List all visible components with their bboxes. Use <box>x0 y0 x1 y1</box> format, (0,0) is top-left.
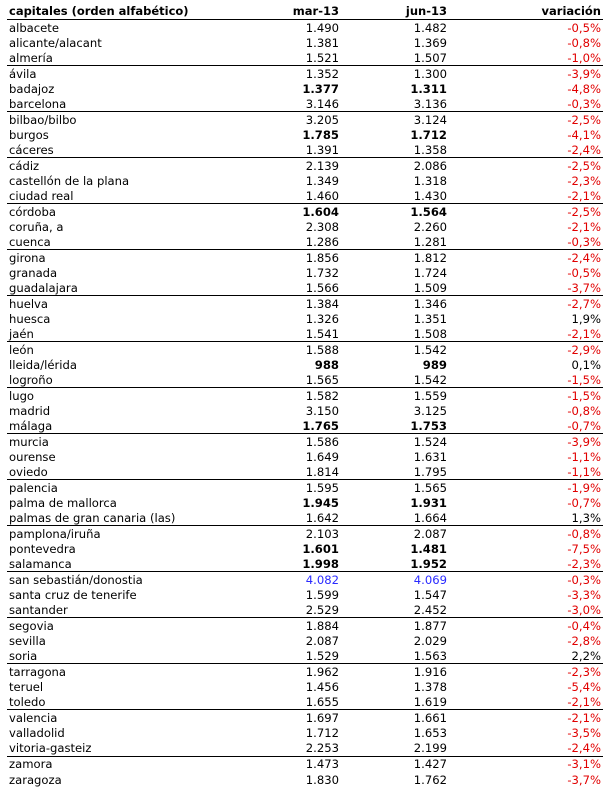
value-mar-13: 4.082 <box>305 573 339 588</box>
value-jun-13: 1.559 <box>413 388 447 403</box>
value-variacion: -2,4% <box>567 142 601 157</box>
value-jun-13: 1.369 <box>413 36 447 51</box>
table-row <box>7 649 603 664</box>
table-row <box>7 204 603 219</box>
city-name: pontevedra <box>9 542 76 557</box>
value-variacion: -2,9% <box>567 342 601 357</box>
value-mar-13: 1.565 <box>305 373 339 388</box>
value-mar-13: 2.087 <box>305 634 339 649</box>
table-header <box>7 2 603 20</box>
table-row <box>7 219 603 234</box>
value-variacion: -2,7% <box>567 296 601 311</box>
value-jun-13: 1.300 <box>413 66 447 81</box>
table-row <box>7 496 603 511</box>
table-row <box>7 710 603 725</box>
value-jun-13: 1.565 <box>413 480 447 495</box>
value-jun-13: 1.563 <box>413 649 447 664</box>
value-mar-13: 1.529 <box>305 649 339 664</box>
city-name: málaga <box>9 419 53 434</box>
value-jun-13: 1.812 <box>413 250 447 265</box>
table-row <box>7 342 603 357</box>
value-jun-13: 1.753 <box>410 419 447 434</box>
value-mar-13: 1.460 <box>305 188 339 203</box>
table-row <box>7 189 603 204</box>
value-mar-13: 1.945 <box>302 496 339 511</box>
header-jun-13: jun-13 <box>405 3 447 18</box>
value-variacion: -2,5% <box>567 204 601 219</box>
city-name: granada <box>9 266 58 281</box>
city-name: ciudad real <box>9 188 74 203</box>
city-name: cuenca <box>9 234 51 249</box>
table-row <box>7 143 603 158</box>
table-row <box>7 542 603 557</box>
city-name: teruel <box>9 680 44 695</box>
table-row <box>7 388 603 403</box>
value-variacion: 0,1% <box>571 358 601 373</box>
value-variacion: -0,3% <box>567 234 601 249</box>
value-variacion: -1,0% <box>567 50 601 65</box>
value-jun-13: 1.653 <box>413 726 447 741</box>
value-mar-13: 1.601 <box>302 542 339 557</box>
value-variacion: -1,9% <box>567 480 601 495</box>
value-mar-13: 1.352 <box>305 66 339 81</box>
value-mar-13: 2.529 <box>305 603 339 618</box>
city-name: santander <box>9 603 68 618</box>
value-variacion: 2,2% <box>571 649 601 664</box>
city-name: sevilla <box>9 634 46 649</box>
table-row <box>7 526 603 541</box>
table-row <box>7 20 603 35</box>
city-name: segovia <box>9 619 54 634</box>
value-jun-13: 1.631 <box>413 450 447 465</box>
table-row <box>7 158 603 173</box>
value-jun-13: 989 <box>422 358 447 373</box>
value-jun-13: 1.877 <box>413 619 447 634</box>
city-name: lugo <box>9 388 35 403</box>
value-mar-13: 1.521 <box>305 50 339 65</box>
city-name: murcia <box>9 434 49 449</box>
value-jun-13: 1.508 <box>413 327 447 342</box>
value-mar-13: 1.377 <box>302 82 339 97</box>
price-table <box>7 2 603 787</box>
value-variacion: -1,5% <box>567 373 601 388</box>
city-name: zamora <box>9 757 53 772</box>
value-mar-13: 1.326 <box>305 312 339 327</box>
header-variacion: variación <box>541 3 601 18</box>
value-variacion: -3,1% <box>567 757 601 772</box>
city-name: pamplona/iruña <box>9 527 101 542</box>
value-variacion: -2,1% <box>567 220 601 235</box>
value-jun-13: 1.724 <box>413 266 447 281</box>
table-row <box>7 572 603 587</box>
city-name: lleida/lérida <box>9 358 77 373</box>
city-name: san sebastián/donostia <box>9 573 143 588</box>
value-mar-13: 1.697 <box>305 711 339 726</box>
value-mar-13: 1.349 <box>305 174 339 189</box>
value-variacion: -2,5% <box>567 158 601 173</box>
table-row <box>7 465 603 480</box>
value-mar-13: 1.595 <box>305 480 339 495</box>
table-row <box>7 112 603 127</box>
city-name: santa cruz de tenerife <box>9 588 137 603</box>
value-mar-13: 1.732 <box>305 266 339 281</box>
value-variacion: -0,5% <box>567 266 601 281</box>
value-variacion: -3,5% <box>567 726 601 741</box>
value-jun-13: 2.087 <box>413 527 447 542</box>
header-mar-13: mar-13 <box>292 3 339 18</box>
table-row <box>7 327 603 342</box>
city-name: castellón de la plana <box>9 174 130 189</box>
table-row <box>7 250 603 265</box>
value-variacion: -0,8% <box>567 404 601 419</box>
value-jun-13: 2.452 <box>413 603 447 618</box>
city-name: alicante/alacant <box>9 36 102 51</box>
value-mar-13: 1.381 <box>305 36 339 51</box>
city-name: palencia <box>9 480 58 495</box>
value-jun-13: 1.358 <box>413 142 447 157</box>
city-name: barcelona <box>9 96 67 111</box>
value-variacion: -2,3% <box>567 174 601 189</box>
table-row <box>7 97 603 112</box>
city-name: ávila <box>9 66 37 81</box>
value-jun-13: 1.318 <box>413 174 447 189</box>
value-jun-13: 1.346 <box>413 296 447 311</box>
city-name: córdoba <box>9 204 56 219</box>
table-row <box>7 296 603 311</box>
value-mar-13: 1.391 <box>305 142 339 157</box>
city-name: palmas de gran canaria (las) <box>9 511 176 526</box>
value-jun-13: 1.281 <box>413 234 447 249</box>
value-mar-13: 1.712 <box>305 726 339 741</box>
value-variacion: -0,8% <box>567 527 601 542</box>
city-name: logroño <box>9 373 53 388</box>
value-mar-13: 1.962 <box>305 665 339 680</box>
table-row <box>7 588 603 603</box>
value-jun-13: 1.547 <box>413 588 447 603</box>
city-name: guadalajara <box>9 281 78 296</box>
value-jun-13: 1.427 <box>413 757 447 772</box>
city-name: badajoz <box>9 82 55 97</box>
value-variacion: -2,5% <box>567 112 601 127</box>
value-jun-13: 1.311 <box>410 82 447 97</box>
value-variacion: -4,8% <box>567 82 601 97</box>
value-mar-13: 2.103 <box>305 527 339 542</box>
value-variacion: -4,1% <box>567 128 601 143</box>
city-name: almería <box>9 50 53 65</box>
value-mar-13: 1.582 <box>305 388 339 403</box>
table-row <box>7 127 603 142</box>
value-mar-13: 1.490 <box>305 20 339 35</box>
header-capitales: capitales (orden alfabético) <box>9 3 189 18</box>
value-variacion: -2,1% <box>567 711 601 726</box>
value-variacion: -3,9% <box>567 66 601 81</box>
city-name: león <box>9 342 34 357</box>
city-name: salamanca <box>9 557 72 572</box>
value-mar-13: 3.150 <box>305 404 339 419</box>
table-row <box>7 741 603 756</box>
table-row <box>7 66 603 81</box>
value-variacion: -3,7% <box>567 281 601 296</box>
city-name: cáceres <box>9 142 54 157</box>
value-variacion: -5,4% <box>567 680 601 695</box>
value-jun-13: 1.795 <box>413 465 447 480</box>
value-jun-13: 1.952 <box>410 557 447 572</box>
value-jun-13: 3.124 <box>413 112 447 127</box>
value-mar-13: 988 <box>314 358 339 373</box>
city-name: ourense <box>9 450 56 465</box>
value-mar-13: 1.856 <box>305 250 339 265</box>
city-name: jaén <box>9 327 34 342</box>
value-mar-13: 1.384 <box>305 296 339 311</box>
city-name: bilbao/bilbo <box>9 112 77 127</box>
city-name: cádiz <box>9 158 40 173</box>
value-jun-13: 1.542 <box>413 342 447 357</box>
value-variacion: 1,3% <box>571 511 601 526</box>
table-row <box>7 35 603 50</box>
city-name: valencia <box>9 711 58 726</box>
value-jun-13: 1.430 <box>413 188 447 203</box>
city-name: soria <box>9 649 38 664</box>
value-mar-13: 1.830 <box>305 772 339 787</box>
city-name: vitoria-gasteiz <box>9 741 92 756</box>
table-row <box>7 235 603 250</box>
value-variacion: -2,1% <box>567 695 601 710</box>
value-variacion: -2,3% <box>567 557 601 572</box>
table-row <box>7 404 603 419</box>
value-jun-13: 1.482 <box>413 20 447 35</box>
city-name: huesca <box>9 312 51 327</box>
table-row <box>7 281 603 296</box>
value-jun-13: 1.481 <box>410 542 447 557</box>
value-mar-13: 1.785 <box>302 128 339 143</box>
value-jun-13: 1.509 <box>413 281 447 296</box>
value-mar-13: 1.604 <box>302 204 339 219</box>
table-row <box>7 511 603 526</box>
city-name: toledo <box>9 695 46 710</box>
value-jun-13: 1.542 <box>413 373 447 388</box>
value-mar-13: 1.473 <box>305 757 339 772</box>
value-jun-13: 4.069 <box>413 573 447 588</box>
value-variacion: -2,4% <box>567 250 601 265</box>
value-jun-13: 3.125 <box>413 404 447 419</box>
value-mar-13: 1.642 <box>305 511 339 526</box>
table-row <box>7 726 603 741</box>
value-jun-13: 1.378 <box>413 680 447 695</box>
city-name: burgos <box>9 128 49 143</box>
value-variacion: -1,5% <box>567 388 601 403</box>
table-row <box>7 680 603 695</box>
city-name: tarragona <box>9 665 66 680</box>
value-mar-13: 1.649 <box>305 450 339 465</box>
table-row <box>7 772 603 787</box>
table-row <box>7 480 603 495</box>
value-mar-13: 1.588 <box>305 342 339 357</box>
table-row <box>7 695 603 710</box>
city-name: albacete <box>9 20 59 35</box>
value-variacion: -0,8% <box>567 36 601 51</box>
city-name: huelva <box>9 296 49 311</box>
value-jun-13: 2.260 <box>413 220 447 235</box>
table-row <box>7 434 603 449</box>
table-row <box>7 450 603 465</box>
value-variacion: -3,0% <box>567 603 601 618</box>
table-row <box>7 634 603 649</box>
city-name: zaragoza <box>9 772 62 787</box>
value-jun-13: 1.524 <box>413 434 447 449</box>
value-jun-13: 2.029 <box>413 634 447 649</box>
value-mar-13: 2.308 <box>305 220 339 235</box>
table-row <box>7 173 603 188</box>
value-mar-13: 1.655 <box>305 695 339 710</box>
city-name: madrid <box>9 404 51 419</box>
value-variacion: -1,1% <box>567 450 601 465</box>
value-variacion: -0,3% <box>567 96 601 111</box>
table-row <box>7 373 603 388</box>
value-variacion: -7,5% <box>567 542 601 557</box>
table-row <box>7 757 603 772</box>
value-variacion: -3,3% <box>567 588 601 603</box>
value-mar-13: 2.253 <box>305 741 339 756</box>
table-row <box>7 557 603 572</box>
value-mar-13: 2.139 <box>305 158 339 173</box>
value-variacion: -2,1% <box>567 188 601 203</box>
value-variacion: -3,7% <box>567 772 601 787</box>
value-variacion: -0,7% <box>567 419 601 434</box>
value-jun-13: 1.762 <box>413 772 447 787</box>
city-name: oviedo <box>9 465 48 480</box>
value-jun-13: 1.619 <box>413 695 447 710</box>
table-row <box>7 81 603 96</box>
city-name: palma de mallorca <box>9 496 117 511</box>
table-row <box>7 51 603 66</box>
value-mar-13: 1.765 <box>302 419 339 434</box>
value-mar-13: 3.205 <box>305 112 339 127</box>
value-jun-13: 2.199 <box>413 741 447 756</box>
table-row <box>7 266 603 281</box>
value-mar-13: 1.586 <box>305 434 339 449</box>
value-mar-13: 1.884 <box>305 619 339 634</box>
value-mar-13: 3.146 <box>305 96 339 111</box>
value-mar-13: 1.541 <box>305 327 339 342</box>
value-jun-13: 1.507 <box>413 50 447 65</box>
value-variacion: -0,3% <box>567 573 601 588</box>
value-mar-13: 1.998 <box>302 557 339 572</box>
value-mar-13: 1.814 <box>305 465 339 480</box>
table-row <box>7 312 603 327</box>
value-jun-13: 1.916 <box>413 665 447 680</box>
value-variacion: -1,1% <box>567 465 601 480</box>
table-body <box>7 20 603 787</box>
value-variacion: -2,4% <box>567 741 601 756</box>
value-mar-13: 1.599 <box>305 588 339 603</box>
value-variacion: 1,9% <box>571 312 601 327</box>
value-jun-13: 1.564 <box>410 204 447 219</box>
value-jun-13: 1.351 <box>413 312 447 327</box>
value-jun-13: 1.661 <box>413 711 447 726</box>
value-jun-13: 2.086 <box>413 158 447 173</box>
table-row <box>7 419 603 434</box>
value-mar-13: 1.286 <box>305 234 339 249</box>
value-variacion: -0,5% <box>567 20 601 35</box>
table-row <box>7 664 603 679</box>
city-name: girona <box>9 250 46 265</box>
value-variacion: -2,8% <box>567 634 601 649</box>
value-variacion: -3,9% <box>567 434 601 449</box>
value-variacion: -0,7% <box>567 496 601 511</box>
city-name: valladolid <box>9 726 65 741</box>
value-jun-13: 1.664 <box>413 511 447 526</box>
city-name: coruña, a <box>9 220 64 235</box>
value-jun-13: 3.136 <box>413 96 447 111</box>
value-variacion: -2,3% <box>567 665 601 680</box>
value-variacion: -2,1% <box>567 327 601 342</box>
value-jun-13: 1.712 <box>410 128 447 143</box>
value-mar-13: 1.566 <box>305 281 339 296</box>
table-row <box>7 618 603 633</box>
table-row <box>7 603 603 618</box>
value-jun-13: 1.931 <box>410 496 447 511</box>
table-row <box>7 358 603 373</box>
value-mar-13: 1.456 <box>305 680 339 695</box>
value-variacion: -0,4% <box>567 619 601 634</box>
